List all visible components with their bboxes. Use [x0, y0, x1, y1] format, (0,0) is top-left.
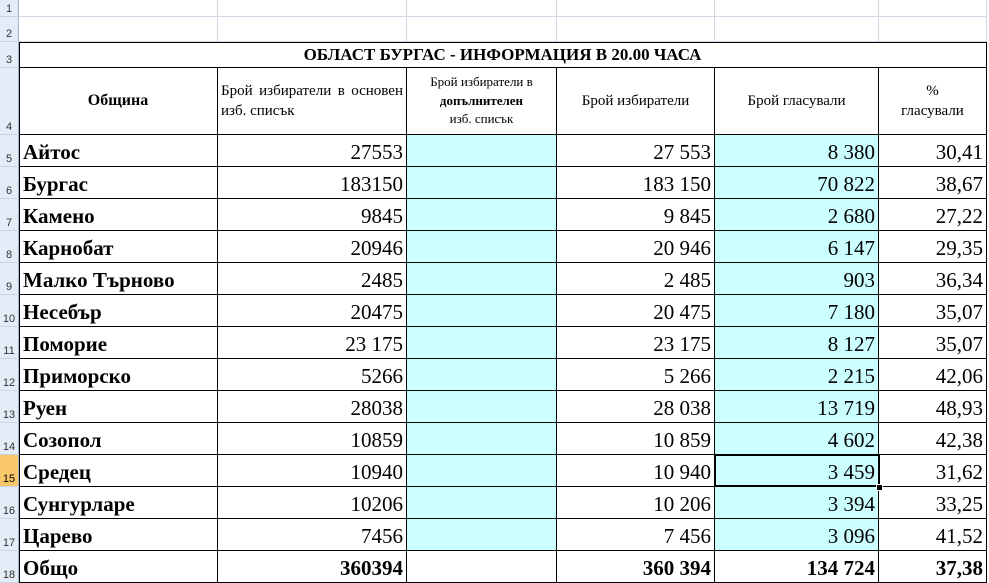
fill-handle[interactable]	[876, 484, 883, 491]
row-header[interactable]: 14	[0, 423, 19, 455]
extra-list-count[interactable]	[407, 167, 557, 199]
voted-count[interactable]: 4 602	[715, 423, 879, 455]
municipality-name[interactable]: Несебър	[19, 295, 218, 327]
main-list-count[interactable]: 20475	[218, 295, 407, 327]
main-list-count[interactable]: 23 175	[218, 327, 407, 359]
empty-cell[interactable]	[715, 17, 879, 42]
header-voted[interactable]: Брой гласували	[715, 68, 879, 135]
main-list-count[interactable]: 7456	[218, 519, 407, 551]
empty-cell[interactable]	[557, 17, 715, 42]
municipality-name[interactable]: Карнобат	[19, 231, 218, 263]
row-header[interactable]: 6	[0, 167, 19, 199]
voted-count[interactable]: 2 680	[715, 199, 879, 231]
percent-voted[interactable]: 36,34	[879, 263, 987, 295]
municipality-name[interactable]: Руен	[19, 391, 218, 423]
extra-list-count[interactable]	[407, 391, 557, 423]
municipality-name[interactable]: Царево	[19, 519, 218, 551]
row-header[interactable]: 5	[0, 135, 19, 167]
percent-voted[interactable]: 37,38	[879, 551, 987, 583]
extra-list-count[interactable]	[407, 263, 557, 295]
municipality-name[interactable]: Сунгурларе	[19, 487, 218, 519]
voters-count[interactable]: 10 859	[557, 423, 715, 455]
voted-count[interactable]: 13 719	[715, 391, 879, 423]
header-percent-sign: %	[926, 82, 939, 99]
header-extra-list[interactable]	[407, 68, 557, 135]
percent-voted[interactable]: 33,25	[879, 487, 987, 519]
extra-list-count[interactable]	[407, 423, 557, 455]
header-voters[interactable]: Брой избиратели	[557, 68, 715, 135]
voters-count[interactable]: 10 940	[557, 455, 715, 487]
municipality-name[interactable]: Общо	[19, 551, 218, 583]
voted-count[interactable]: 3 459	[715, 455, 879, 487]
row-header[interactable]: 18	[0, 551, 19, 583]
percent-voted[interactable]: 27,22	[879, 199, 987, 231]
municipality-name[interactable]: Малко Търново	[19, 263, 218, 295]
row-header[interactable]: 15	[0, 455, 19, 487]
municipality-name[interactable]: Приморско	[19, 359, 218, 391]
row-header[interactable]: 16	[0, 487, 19, 519]
row-header[interactable]: 3	[0, 42, 19, 68]
voted-count[interactable]: 70 822	[715, 167, 879, 199]
main-list-count[interactable]: 10940	[218, 455, 407, 487]
empty-cell[interactable]	[218, 0, 407, 17]
row-header[interactable]: 9	[0, 263, 19, 295]
main-list-count[interactable]: 10206	[218, 487, 407, 519]
voted-count[interactable]: 903	[715, 263, 879, 295]
municipality-name[interactable]: Бургас	[19, 167, 218, 199]
voters-count[interactable]: 183 150	[557, 167, 715, 199]
voters-count[interactable]: 9 845	[557, 199, 715, 231]
voters-count[interactable]: 10 206	[557, 487, 715, 519]
municipality-name[interactable]: Айтос	[19, 135, 218, 167]
empty-cell[interactable]	[715, 0, 879, 17]
voted-count[interactable]: 3 096	[715, 519, 879, 551]
extra-list-count[interactable]	[407, 295, 557, 327]
voted-count[interactable]: 3 394	[715, 487, 879, 519]
row-header[interactable]: 8	[0, 231, 19, 263]
main-list-count[interactable]: 9845	[218, 199, 407, 231]
row-header[interactable]: 17	[0, 519, 19, 551]
row-header[interactable]: 1	[0, 0, 19, 17]
municipality-name[interactable]: Созопол	[19, 423, 218, 455]
header-extra-line-1: Брой избиратели в	[430, 73, 533, 89]
sheet-title[interactable]: ОБЛАСТ БУРГАС - ИНФОРМАЦИЯ В 20.00 ЧАСА	[19, 42, 987, 68]
empty-cell[interactable]	[19, 0, 218, 17]
municipality-name[interactable]: Средец	[19, 455, 218, 487]
percent-voted[interactable]: 42,38	[879, 423, 987, 455]
percent-voted[interactable]: 38,67	[879, 167, 987, 199]
extra-list-count[interactable]	[407, 327, 557, 359]
extra-list-count[interactable]	[407, 199, 557, 231]
empty-cell[interactable]	[879, 0, 987, 17]
voters-count[interactable]: 23 175	[557, 327, 715, 359]
header-percent[interactable]	[879, 68, 987, 135]
empty-cell[interactable]	[407, 17, 557, 42]
header-extra-line-3: изб. списък	[449, 111, 514, 127]
row-header[interactable]: 12	[0, 359, 19, 391]
main-list-count[interactable]: 28038	[218, 391, 407, 423]
extra-list-count[interactable]	[407, 135, 557, 167]
table-left-border	[19, 42, 20, 583]
voted-count[interactable]: 134 724	[715, 551, 879, 583]
municipality-name[interactable]: Поморие	[19, 327, 218, 359]
voted-count[interactable]: 7 180	[715, 295, 879, 327]
main-list-count[interactable]: 27553	[218, 135, 407, 167]
extra-list-count[interactable]	[407, 455, 557, 487]
row-header[interactable]: 7	[0, 199, 19, 231]
percent-voted[interactable]: 29,35	[879, 231, 987, 263]
voters-count[interactable]: 20 475	[557, 295, 715, 327]
percent-voted[interactable]: 35,07	[879, 327, 987, 359]
municipality-name[interactable]: Камено	[19, 199, 218, 231]
header-main-list[interactable]: Брой избиратели в основен изб. списък	[218, 68, 407, 135]
empty-cell[interactable]	[19, 17, 218, 42]
main-list-count[interactable]: 360394	[218, 551, 407, 583]
voted-count[interactable]: 2 215	[715, 359, 879, 391]
empty-cell[interactable]	[879, 17, 987, 42]
header-extra-line-2: допълнителен	[439, 92, 524, 108]
row-header[interactable]: 4	[0, 68, 19, 135]
row-header[interactable]: 10	[0, 295, 19, 327]
voted-count[interactable]: 6 147	[715, 231, 879, 263]
main-list-count[interactable]: 2485	[218, 263, 407, 295]
voted-count[interactable]: 8 127	[715, 327, 879, 359]
extra-list-count[interactable]	[407, 487, 557, 519]
extra-list-count[interactable]	[407, 231, 557, 263]
main-list-count[interactable]: 20946	[218, 231, 407, 263]
header-percent-label: гласували	[901, 103, 964, 119]
main-list-count[interactable]: 5266	[218, 359, 407, 391]
row-header[interactable]: 2	[0, 17, 19, 42]
main-list-count[interactable]: 183150	[218, 167, 407, 199]
main-list-count[interactable]: 10859	[218, 423, 407, 455]
voters-count[interactable]: 20 946	[557, 231, 715, 263]
empty-cell[interactable]	[557, 0, 715, 17]
voters-count[interactable]: 7 456	[557, 519, 715, 551]
extra-list-count[interactable]	[407, 519, 557, 551]
percent-voted[interactable]: 30,41	[879, 135, 987, 167]
voters-count[interactable]: 28 038	[557, 391, 715, 423]
percent-voted[interactable]: 41,52	[879, 519, 987, 551]
row-header[interactable]: 13	[0, 391, 19, 423]
voters-count[interactable]: 360 394	[557, 551, 715, 583]
extra-list-count[interactable]	[407, 359, 557, 391]
percent-voted[interactable]: 42,06	[879, 359, 987, 391]
empty-cell[interactable]	[407, 0, 557, 17]
percent-voted[interactable]: 35,07	[879, 295, 987, 327]
extra-list-count[interactable]	[407, 551, 557, 583]
empty-cell[interactable]	[218, 17, 407, 42]
voters-count[interactable]: 2 485	[557, 263, 715, 295]
voted-count[interactable]: 8 380	[715, 135, 879, 167]
voters-count[interactable]: 5 266	[557, 359, 715, 391]
header-municipality[interactable]: Община	[19, 68, 218, 135]
voters-count[interactable]: 27 553	[557, 135, 715, 167]
percent-voted[interactable]: 48,93	[879, 391, 987, 423]
percent-voted[interactable]: 31,62	[879, 455, 987, 487]
row-header[interactable]: 11	[0, 327, 19, 359]
